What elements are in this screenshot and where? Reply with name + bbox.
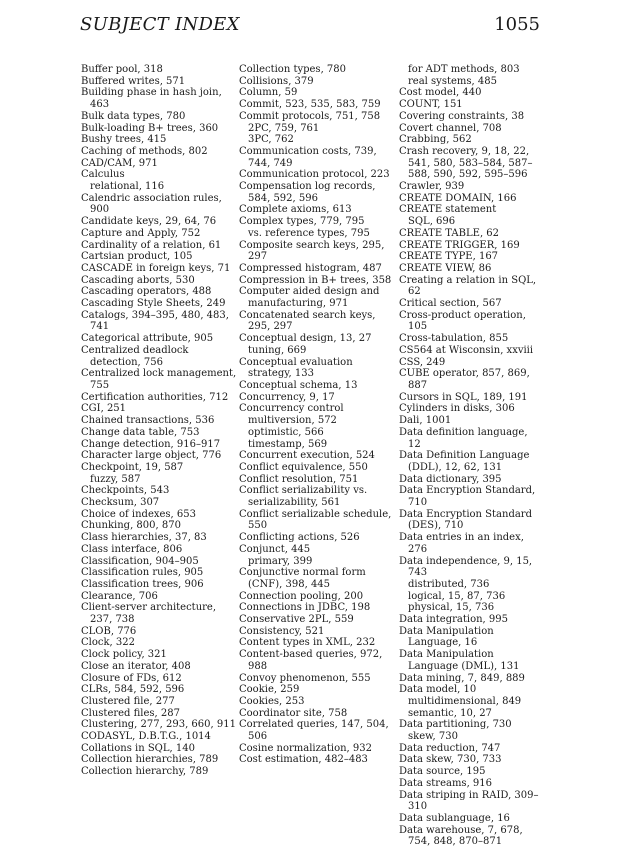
index-entry: Data reduction, 747 [399, 742, 501, 754]
index-subentry: timestamp, 569 [248, 438, 328, 450]
index-entry: Conservative 2PL, 559 [239, 614, 354, 626]
index-subentry: vs. reference types, 795 [248, 227, 370, 239]
index-subentry: SQL, 696 [408, 216, 456, 228]
index-entry: Clock, 322 [81, 637, 135, 649]
index-entry: Correlated queries, 147, 504, 506 [239, 719, 389, 743]
index-entry: Data Manipulation Language (DML), 131 [399, 649, 520, 672]
index-entry: Data partitioning, 730 [399, 719, 512, 731]
index-entry: Concurrency, 9, 17 [239, 391, 335, 403]
index-entry: Catalogs, 394–395, 480, 483, 741 [81, 309, 229, 333]
index-entry: Cookie, 259 [239, 684, 300, 696]
index-entry: CREATE statement [399, 204, 497, 216]
index-entry: CLRs, 584, 592, 596 [81, 684, 185, 696]
index-entry: Conflict equivalence, 550 [239, 461, 368, 473]
index-entry: Candidate keys, 29, 64, 76 [81, 216, 217, 228]
index-entry: Collisions, 379 [239, 75, 314, 87]
index-entry: Centralized lock management, 755 [81, 368, 237, 391]
index-columns [81, 64, 539, 848]
index-entry: Collection types, 780 [239, 64, 347, 75]
index-entry: Communication protocol, 223 [239, 169, 390, 181]
index-entry: Data Definition Language (DDL), 12, 62, 131 [399, 450, 530, 473]
index-entry: Conceptual design, 13, 27 [239, 333, 372, 345]
index-entry: Data striping in RAID, 309–310 [399, 789, 539, 813]
index-entry: CLOB, 776 [81, 625, 137, 637]
index-entry: CREATE VIEW, 86 [399, 262, 492, 274]
index-entry: Character large object, 776 [81, 450, 222, 462]
index-subentry: primary, 399 [248, 555, 313, 567]
index-entry: Conjunct, 445 [239, 543, 311, 555]
index-entry: Cursors in SQL, 189, 191 [399, 391, 528, 403]
index-entry: Conflicting actions, 526 [239, 532, 360, 544]
index-entry: Classification, 904–905 [81, 555, 199, 567]
index-entry: Content-based queries, 972, 988 [239, 649, 383, 672]
index-entry: Data independence, 9, 15, 743 [399, 555, 533, 579]
index-entry: Cookies, 253 [239, 695, 305, 707]
index-entry: Conceptual evaluation strategy, 133 [239, 356, 353, 380]
index-entry: Concurrent execution, 524 [239, 450, 375, 462]
index-entry: Cylinders in disks, 306 [399, 403, 515, 415]
index-subentry: distributed, 736 [408, 578, 490, 590]
index-entry: Conceptual schema, 13 [239, 379, 358, 391]
index-entry: Client-server architecture, 237, 738 [81, 602, 217, 626]
index-entry: Data Manipulation Language, 16 [399, 625, 494, 649]
index-entry: Crabbing, 562 [399, 134, 472, 146]
index-subentry: multiversion, 572 [248, 415, 337, 427]
index-entry: Column, 59 [239, 87, 298, 99]
index-entry: Communication costs, 739, 744, 749 [239, 145, 377, 169]
index-subentry: for ADT methods, 803 [408, 64, 520, 75]
index-entry: CREATE TYPE, 167 [399, 251, 499, 263]
index-subentry: 2PC, 759, 761 [248, 122, 320, 134]
index-entry: Certification authorities, 712 [81, 391, 229, 403]
index-entry: CUBE operator, 857, 869, 887 [399, 368, 530, 391]
index-entry: Consistency, 521 [239, 625, 325, 637]
index-subentry: logical, 15, 87, 736 [408, 590, 506, 602]
index-entry: Data entries in an index, 276 [399, 532, 524, 555]
page-header [80, 14, 540, 40]
index-entry: Checksum, 307 [81, 497, 160, 509]
index-entry: Complex types, 779, 795 [239, 216, 365, 228]
index-entry: Checkpoint, 19, 587 [81, 461, 184, 473]
index-entry: Crash recovery, 9, 18, 22, 541, 580, 583–584, 587–588, 590, 592, 595–596 [399, 145, 533, 181]
index-entry: Clustered file, 277 [81, 695, 175, 707]
index-entry: Data definition language, 12 [399, 426, 528, 450]
index-entry: Cascading Style Sheets, 249 [81, 298, 226, 310]
index-entry: Cartsian product, 105 [81, 251, 193, 263]
index-entry: Covering constraints, 38 [399, 110, 525, 122]
index-entry: Connection pooling, 200 [239, 590, 364, 602]
index-entry: Composite search keys, 295, 297 [239, 239, 385, 263]
index-entry: Data source, 195 [399, 766, 486, 778]
index-entry: Calculus [81, 169, 125, 181]
index-subentry: physical, 15, 736 [408, 602, 495, 614]
index-entry: Class hierarchies, 37, 83 [81, 532, 207, 544]
index-entry: Critical section, 567 [399, 298, 502, 310]
index-entry: Cosine normalization, 932 [239, 742, 372, 754]
index-entry: Collations in SQL, 140 [81, 742, 195, 754]
index-entry: CREATE TRIGGER, 169 [399, 239, 520, 251]
index-entry: Conflict resolution, 751 [239, 473, 359, 485]
index-entry: Compensation log records, 584, 592, 596 [239, 181, 376, 204]
running-title: SUBJECT INDEX [80, 14, 240, 35]
index-entry: Bushy trees, 415 [81, 134, 167, 146]
index-entry: Cardinality of a relation, 61 [81, 239, 222, 251]
index-subentry: 3PC, 762 [248, 134, 294, 146]
index-entry: Connections in JDBC, 198 [239, 602, 371, 614]
index-subentry: relational, 116 [90, 181, 165, 193]
index-entry: Clock policy, 321 [81, 649, 167, 661]
index-subentry: real systems, 485 [408, 75, 497, 87]
index-entry: Conjunctive normal form (CNF), 398, 445 [239, 567, 366, 590]
index-entry: Clearance, 706 [81, 590, 158, 602]
index-entry: Data Encryption Standard (DES), 710 [399, 508, 532, 532]
index-entry: Compressed histogram, 487 [239, 262, 382, 274]
index-entry: Building phase in hash join, 463 [81, 87, 222, 111]
index-entry: Cascading operators, 488 [81, 286, 212, 298]
index-entry: Data sublanguage, 16 [399, 813, 510, 824]
index-entry: Data integration, 995 [399, 614, 508, 626]
index-entry: Data skew, 730, 733 [399, 754, 502, 766]
index-subentry: optimistic, 566 [248, 426, 324, 438]
index-entry: Data streams, 916 [399, 777, 493, 789]
index-entry: Convoy phenomenon, 555 [239, 672, 371, 684]
index-entry: Creating a relation in SQL, 62 [399, 274, 537, 298]
index-entry: Cross-tabulation, 855 [399, 333, 509, 345]
index-entry: Clustering, 277, 293, 660, 911 [81, 719, 236, 731]
index-entry: Concatenated search keys, 295, 297 [239, 309, 376, 333]
index-entry: Calendric association rules, 900 [81, 192, 222, 216]
index-entry: CAD/CAM, 971 [81, 157, 158, 169]
index-entry: Concurrency control [239, 403, 344, 415]
index-entry: CODASYL, D.B.T.G., 1014 [81, 731, 211, 743]
index-entry: Cost model, 440 [399, 87, 482, 99]
index-entry: Collection hierarchy, 789 [81, 766, 209, 778]
index-entry: Data Encryption Standard, 710 [399, 485, 536, 509]
index-entry: CSS, 249 [399, 356, 446, 368]
index-entry: Compression in B+ trees, 358 [239, 274, 392, 286]
index-entry: Coordinator site, 758 [239, 707, 348, 719]
index-entry: Clustered files, 287 [81, 707, 180, 719]
index-entry: Crawler, 939 [399, 181, 465, 193]
index-subentry: semantic, 10, 27 [408, 707, 492, 719]
index-entry: COUNT, 151 [399, 99, 463, 111]
index-entry: Covert channel, 708 [399, 122, 502, 134]
index-entry: Computer aided design and manufacturing, 971 [239, 286, 380, 310]
index-entry: Class interface, 806 [81, 543, 183, 555]
index-entry: Choice of indexes, 653 [81, 508, 196, 520]
index-entry: Commit, 523, 535, 583, 759 [239, 99, 381, 111]
index-entry: CREATE DOMAIN, 166 [399, 192, 517, 204]
index-entry: Classification rules, 905 [81, 567, 204, 579]
index-entry: Close an iterator, 408 [81, 660, 191, 672]
index-entry: Collection hierarchies, 789 [81, 754, 219, 766]
index-subentry: skew, 730 [408, 731, 458, 743]
index-entry: Complete axioms, 613 [239, 204, 352, 216]
index-entry: Content types in XML, 232 [239, 637, 376, 649]
index-entry: CASCADE in foreign keys, 71 [81, 262, 231, 274]
index-entry: CS564 at Wisconsin, xxviii [399, 344, 534, 356]
index-entry: Conflict serializable schedule, 550 [239, 508, 392, 532]
index-entry: Buffer pool, 318 [81, 64, 163, 75]
index-entry: Cascading aborts, 530 [81, 274, 195, 286]
index-entry: Caching of methods, 802 [81, 145, 208, 157]
index-entry: CREATE TABLE, 62 [399, 227, 500, 239]
index-entry: Conflict serializability vs. serializability, 561 [239, 485, 368, 509]
index-entry: Data mining, 7, 849, 889 [399, 672, 525, 684]
index-entry: Data dictionary, 395 [399, 473, 502, 485]
index-entry: Bulk-loading B+ trees, 360 [81, 122, 219, 134]
index-subentry: fuzzy, 587 [90, 473, 141, 485]
index-entry: Dali, 1001 [399, 415, 452, 427]
index-entry: Buffered writes, 571 [81, 75, 186, 87]
index-column-1 [81, 64, 237, 778]
index-entry: Classification trees, 906 [81, 578, 204, 590]
index-column-3 [399, 64, 541, 848]
index-subentry: multidimensional, 849 [408, 695, 522, 707]
index-entry: Commit protocols, 751, 758 [239, 110, 381, 122]
index-entry: Checkpoints, 543 [81, 485, 170, 497]
index-entry: Change data table, 753 [81, 426, 200, 438]
index-column-2 [239, 64, 397, 766]
index-entry: Chunking, 800, 870 [81, 520, 181, 532]
page-number: 1055 [494, 14, 540, 35]
index-entry: Cross-product operation, 105 [399, 309, 526, 333]
index-entry: Chained transactions, 536 [81, 415, 215, 427]
index-entry: Centralized deadlock detection, 756 [81, 344, 189, 368]
index-entry: Closure of FDs, 612 [81, 672, 182, 684]
index-entry: Capture and Apply, 752 [81, 227, 201, 239]
index-subentry: tuning, 669 [248, 344, 307, 356]
index-entry: Cost estimation, 482–483 [239, 754, 368, 766]
index-entry: CGI, 251 [81, 403, 127, 415]
index-entry: Data warehouse, 7, 678, 754, 848, 870–871 [399, 824, 523, 848]
index-entry: Bulk data types, 780 [81, 110, 186, 122]
index-entry: Categorical attribute, 905 [81, 333, 214, 345]
index-entry: Data model, 10 [399, 684, 477, 696]
index-entry: Change detection, 916–917 [81, 438, 221, 450]
